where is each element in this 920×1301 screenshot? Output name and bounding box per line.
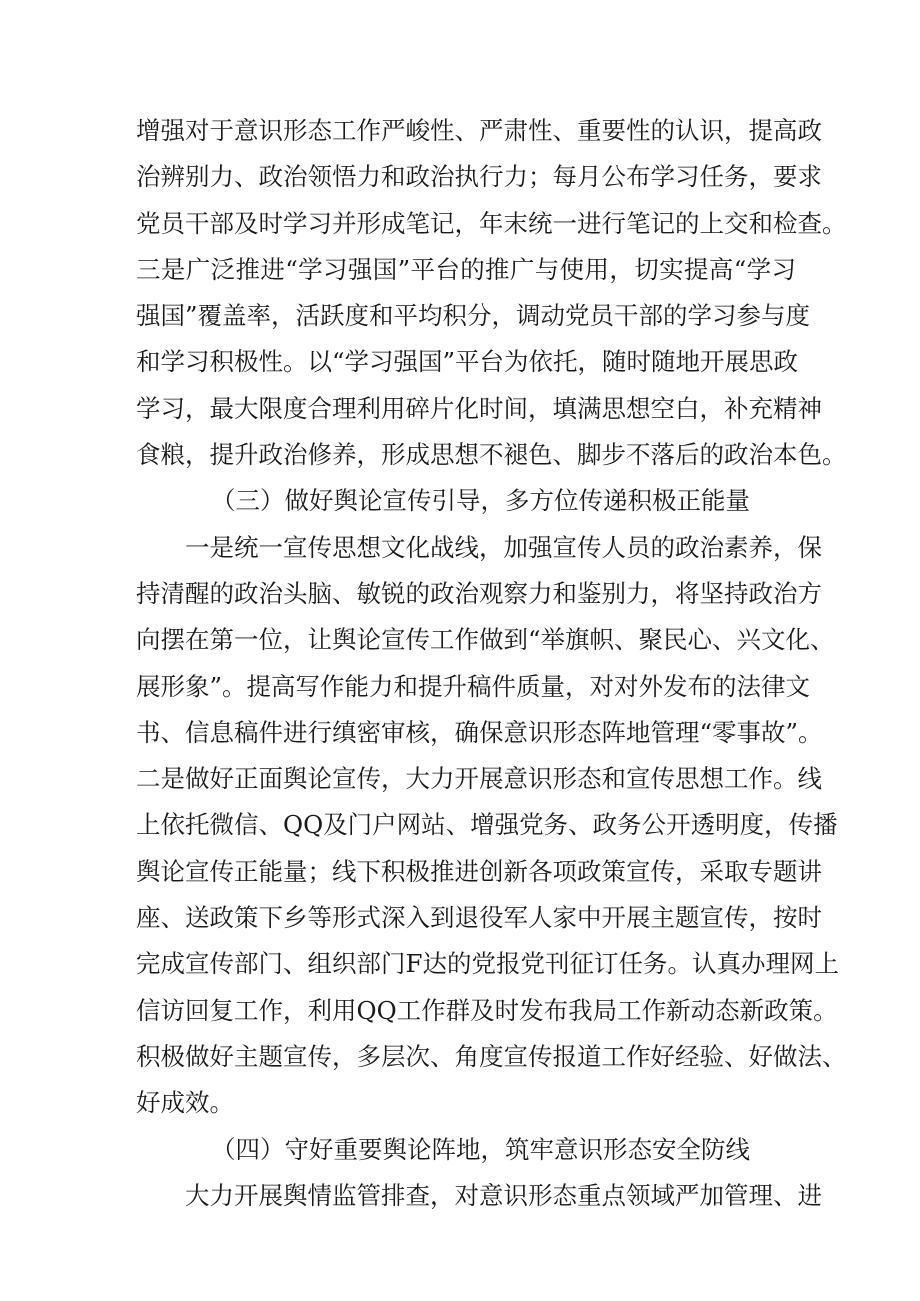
text-line: 强国”覆盖率，活跃度和平均积分，调动党员干部的学习参与度: [136, 301, 811, 331]
section-heading: （三）做好舆论宣传引导，多方位传递积极正能量: [211, 486, 750, 516]
text-line: 大力开展舆情监管排查，对意识形态重点领域严加管理、进: [185, 1180, 822, 1210]
body-text: [136, 108, 847, 1219]
text-line: 二是做好正面舆论宣传，大力开展意识形态和宣传思想工作。线: [136, 764, 822, 794]
text-line: 座、送政策下乡等形式深入到退役军人家中开展主题宣传，按时: [136, 903, 822, 933]
text-line: 学习，最大限度合理利用碎片化时间，填满思想空白，补充精神: [136, 393, 822, 423]
text-line: 完成宣传部门、组织部门F达的党报党刊征订任务。认真办理网上: [136, 949, 839, 979]
section-heading: （四）守好重要舆论阵地，筑牢意识形态安全防线: [211, 1134, 750, 1164]
text-line: 食粮，提升政治修养，形成思想不褪色、脚步不落后的政治本色。: [136, 440, 847, 470]
text-line: 积极做好主题宣传，多层次、角度宣传报道工作好经验、好做法、: [136, 1041, 847, 1071]
text-line: 持清醒的政治头脑、敏锐的政治观察力和鉴别力，将坚持政治方: [136, 578, 822, 608]
text-line: 舆论宣传正能量；线下积极推进创新各项政策宣传，采取专题讲: [136, 856, 822, 886]
text-line: 三是广泛推进“学习强国”平台的推广与使用，切实提高“学习: [136, 254, 796, 284]
text-line: 党员干部及时学习并形成笔记，年末统一进行笔记的上交和检查。: [136, 208, 847, 238]
text-line: 和学习积极性。以“学习强国”平台为依托，随时随地开展思政: [136, 347, 799, 377]
text-line: 上依托微信、QQ及门户网站、增强党务、政务公开透明度，传播: [136, 810, 838, 840]
text-line: 展形象”。提高写作能力和提升稿件质量，对对外发布的法律文: [136, 671, 811, 701]
text-line: 向摆在第一位，让舆论宣传工作做到“举旗帜、聚民心、兴文化、: [136, 625, 835, 655]
text-line: 增强对于意识形态工作严峻性、严肃性、重要性的认识，提高政: [136, 116, 822, 145]
text-line: 一是统一宣传思想文化战线，加强宣传人员的政治素养，保: [185, 532, 822, 562]
text-line: 治辨别力、政治领悟力和政治执行力；每月公布学习任务，要求: [136, 162, 822, 192]
text-line: 信访回复工作，利用QQ工作群及时发布我局工作新动态新政策。: [136, 995, 838, 1025]
text-line: 书、信息稿件进行缜密审核，确保意识形态阵地管理“零事故”。: [136, 717, 823, 747]
text-line: 好成效。: [136, 1088, 234, 1118]
